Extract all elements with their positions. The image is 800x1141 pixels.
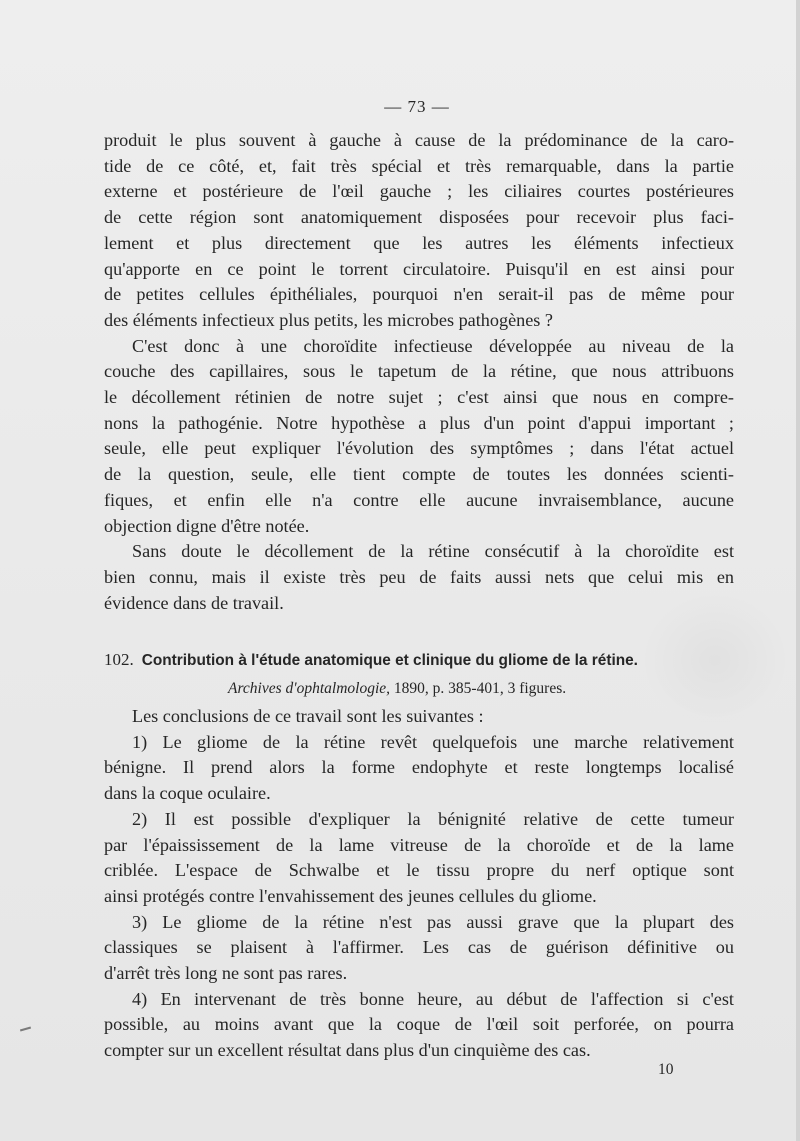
paragraph-intro [104,704,734,730]
text-line: objection digne d'être notée. [104,515,310,536]
text-line: tide de ce côté, et, fait très spécial et très remarquable, dans la partie [104,155,734,176]
paragraph-carry-over [104,128,734,334]
text-line: possible, au moins avant que la coque de l'œil soit perforée, on pourra [104,1014,734,1035]
text-line: produit le plus souvent à gauche à cause de la prédominance de la caro- [104,130,734,150]
conclusion-item-3 [104,910,734,987]
text-line: des éléments infectieux plus petits, les microbes pathogènes ? [104,309,554,330]
paragraph-conclusion [104,539,734,616]
text-line: par l'épaississement de la lame vitreuse de la choroïde et de la lame [104,834,734,855]
publication-details: 1890, p. 385-401, 3 figures. [393,680,567,697]
text-line: externe et postérieure de l'œil gauche ; les ciliaires courtes postérieures [104,181,734,202]
text-line: 2) Il est possible d'expliquer la bénignité relative de cette tumeur [132,808,734,829]
text-line: 3) Le gliome de la rétine n'est pas aussi grave que la plupart des [132,911,734,932]
text-line: fiques, et enfin elle n'a contre elle aucune invraisemblance, aucune [104,489,734,510]
margin-mark [20,1027,31,1032]
text-line: nons la pathogénie. Notre hypothèse a plus d'un point d'appui important ; [104,412,734,433]
text-line: le décollement rétinien de notre sujet ; c'est ainsi que nous en compre- [104,387,734,408]
conclusion-item-2 [104,807,734,910]
text-line: ainsi protégés contre l'envahissement des jeunes cellules du gliome. [104,885,597,906]
text-line: compter sur un excellent résultat dans plus d'un cinquième des cas. [104,1040,591,1061]
text-line: Sans doute le décollement de la rétine consécutif à la choroïdite est [132,541,734,562]
text-line: dans la coque oculaire. [104,783,271,804]
body-text-bottom [104,704,734,1064]
text-line: seule, elle peut expliquer l'évolution des symptômes ; dans l'état actuel [104,438,734,459]
text-line: lement et plus directement que les autres les éléments infectieux [104,232,734,253]
body-text-top [104,128,734,616]
text-line: bien connu, mais il existe très peu de faits aussi nets que celui mis en [104,566,734,587]
page-number: — 73 — [384,97,450,116]
text-line: Les conclusions de ce travail sont les suivantes : [132,706,484,726]
publication-reference [228,680,566,698]
text-line: classiques se plaisent à l'affirmer. Les cas de guérison définitive ou [104,937,734,958]
text-line: de petites cellules épithéliales, pourquoi n'en serait-il pas de même pour [104,284,734,305]
text-line: 1) Le gliome de la rétine revêt quelquefois une marche relativement [132,731,734,752]
conclusion-item-1 [104,730,734,807]
text-line: de cette région sont anatomiquement disposées pour recevoir plus faci- [104,207,734,228]
text-line: couche des capillaires, sous le tapetum de la rétine, que nous attribuons [104,361,734,382]
text-line: bénigne. Il prend alors la forme endophyte et reste longtemps localisé [104,757,734,778]
signature-mark: 10 [658,1061,674,1078]
section-heading [104,650,734,670]
text-line: criblée. L'espace de Schwalbe et le tissu propre du nerf optique sont [104,860,734,881]
text-line: évidence dans de travail. [104,592,284,613]
text-line: 4) En intervenant de très bonne heure, au début de l'affection si c'est [132,988,734,1009]
journal-name: Archives d'ophtalmologie, [228,680,391,697]
section-title: Contribution à l'étude anatomique et clinique du gliome de la rétine. [141,652,638,669]
section-number: 102. [104,650,134,669]
text-line: de la question, seule, elle tient compte de toutes les données scienti- [104,464,734,485]
text-line: d'arrêt très long ne sont pas rares. [104,963,348,984]
page-edge [796,0,800,1141]
text-line: qu'apporte en ce point le torrent circulatoire. Puisqu'il en est ainsi pour [104,258,734,279]
paragraph-choroiditis [104,334,734,540]
conclusion-item-4 [104,987,734,1064]
text-line: C'est donc à une choroïdite infectieuse développée au niveau de la [132,335,734,356]
